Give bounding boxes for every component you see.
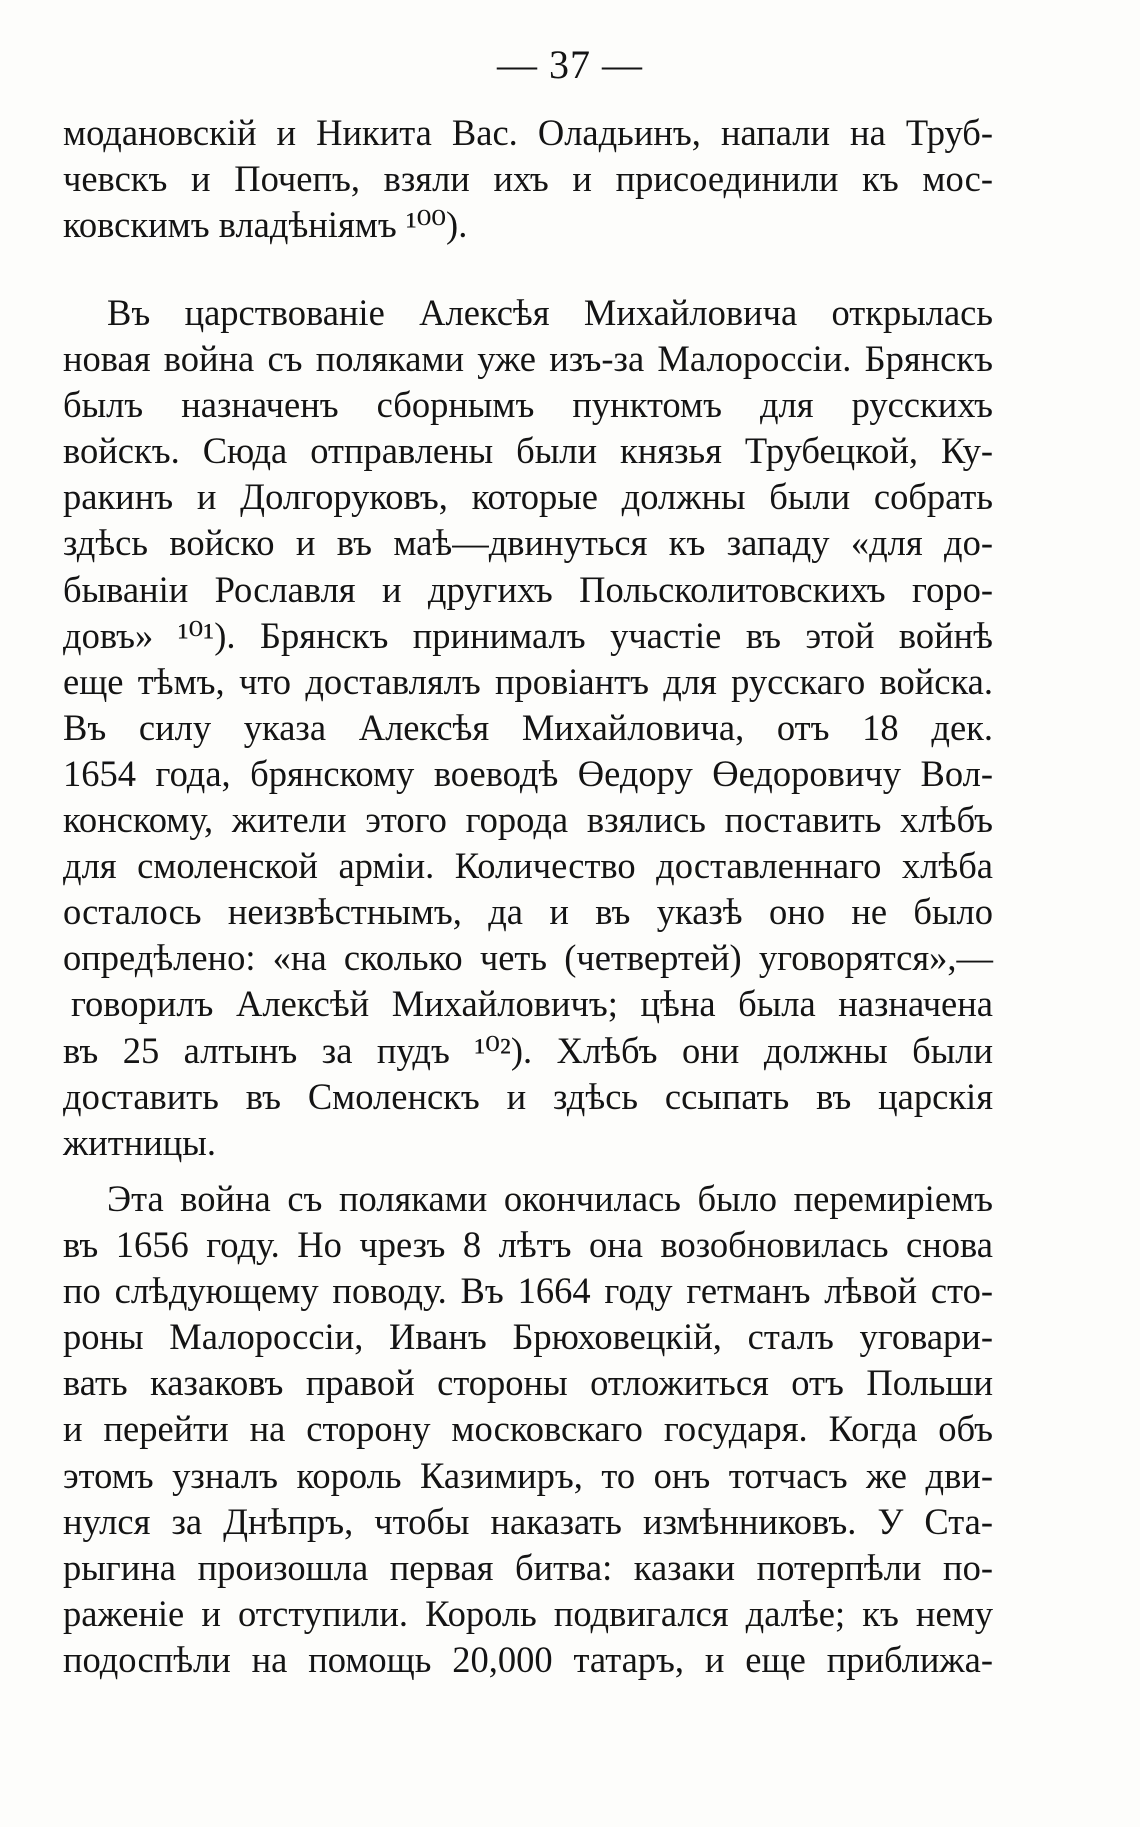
text-line: Эта война съ поляками окончилась было перемиріемъ bbox=[107, 1178, 993, 1219]
text-line: говорилъ Алексѣй Михайловичъ; цѣна была назначена bbox=[71, 983, 993, 1025]
text-line: довъ» ¹⁰¹). Брянскъ принималъ участіе въ этой войнѣ bbox=[63, 614, 993, 656]
text-line: житницы. bbox=[63, 1121, 216, 1163]
text-line: раженіе и отступили. Король подвигался далѣе; къ нему bbox=[63, 1592, 993, 1634]
text-line: нулся за Днѣпръ, чтобы наказать измѣнниковъ. У Ста- bbox=[63, 1500, 993, 1542]
page-number: — 37 — bbox=[497, 42, 643, 87]
text-line: новая война съ поляками уже изъ-за Малороссіи. Брянскъ bbox=[63, 338, 993, 380]
text-line: этомъ узналъ король Казимиръ, то онъ тотчасъ же дви- bbox=[63, 1454, 993, 1496]
paragraph-1 bbox=[63, 110, 993, 248]
text-line: ракинъ и Долгоруковъ, которые должны были собрать bbox=[63, 476, 993, 518]
paragraph-3 bbox=[63, 1176, 993, 1683]
text-line: подоспѣли на помощь 20,000 татаръ, и еще приближа- bbox=[63, 1638, 993, 1680]
text-line: еще тѣмъ, что доставлялъ провіантъ для русскаго войска. bbox=[63, 660, 993, 702]
text-line: по слѣдующему поводу. Въ 1664 году гетманъ лѣвой сто- bbox=[63, 1270, 993, 1312]
text-line: въ 25 алтынъ за пудъ ¹⁰²). Хлѣбъ они должны были bbox=[63, 1029, 993, 1071]
text-line: 1654 года, брянскому воеводѣ Өедору Өедоровичу Вол- bbox=[63, 752, 993, 794]
text-line: моданoвскій и Никита Вас. Оладьинъ, напали на Труб- bbox=[63, 112, 993, 153]
text-line: и перейти на сторону московскаго государя. Когда объ bbox=[63, 1408, 993, 1450]
text-line: здѣсь войско и въ маѣ—двинуться къ западу «для до- bbox=[63, 522, 993, 564]
text-line: чевскъ и Почепъ, взяли ихъ и присоединили къ мос- bbox=[63, 158, 993, 200]
text-line: конскому, жители этого города взялись поставить хлѣбъ bbox=[63, 799, 993, 841]
text-line: роны Малороссіи, Иванъ Брюховецкій, сталъ уговари- bbox=[63, 1316, 993, 1358]
text-line: вать казаковъ правой стороны отложиться отъ Польши bbox=[63, 1362, 993, 1404]
paragraph-2 bbox=[63, 290, 993, 1166]
text-line: осталось неизвѣстнымъ, да и въ указѣ оно не было bbox=[63, 891, 993, 933]
text-line: доставить въ Смоленскъ и здѣсь ссыпать въ царскія bbox=[63, 1075, 993, 1117]
text-line: Въ силу указа Алексѣя Михайловича, отъ 18 дек. bbox=[63, 706, 993, 748]
text-line: рыгина произошла первая битва: казаки потерпѣли по- bbox=[63, 1546, 993, 1588]
text-line: бываніи Рославля и другихъ Польсколитовскихъ горо- bbox=[63, 568, 993, 610]
text-line: для смоленской арміи. Количество доставленнаго хлѣба bbox=[63, 845, 993, 887]
text-line: Въ царствованіе Алексѣя Михайловича открылась bbox=[107, 292, 993, 333]
text-line: былъ назначенъ сборнымъ пунктомъ для русскихъ bbox=[63, 384, 993, 426]
text-line: ковскимъ владѣніямъ ¹⁰⁰). bbox=[63, 204, 468, 246]
text-line: войскъ. Сюда отправлены были князья Трубецкой, Ку- bbox=[63, 430, 993, 472]
text-line: въ 1656 году. Но чрезъ 8 лѣтъ она возобновилась снова bbox=[63, 1224, 993, 1266]
text-line: опредѣлено: «на сколько четь (четвертей) уговорятся»,— bbox=[63, 937, 993, 979]
